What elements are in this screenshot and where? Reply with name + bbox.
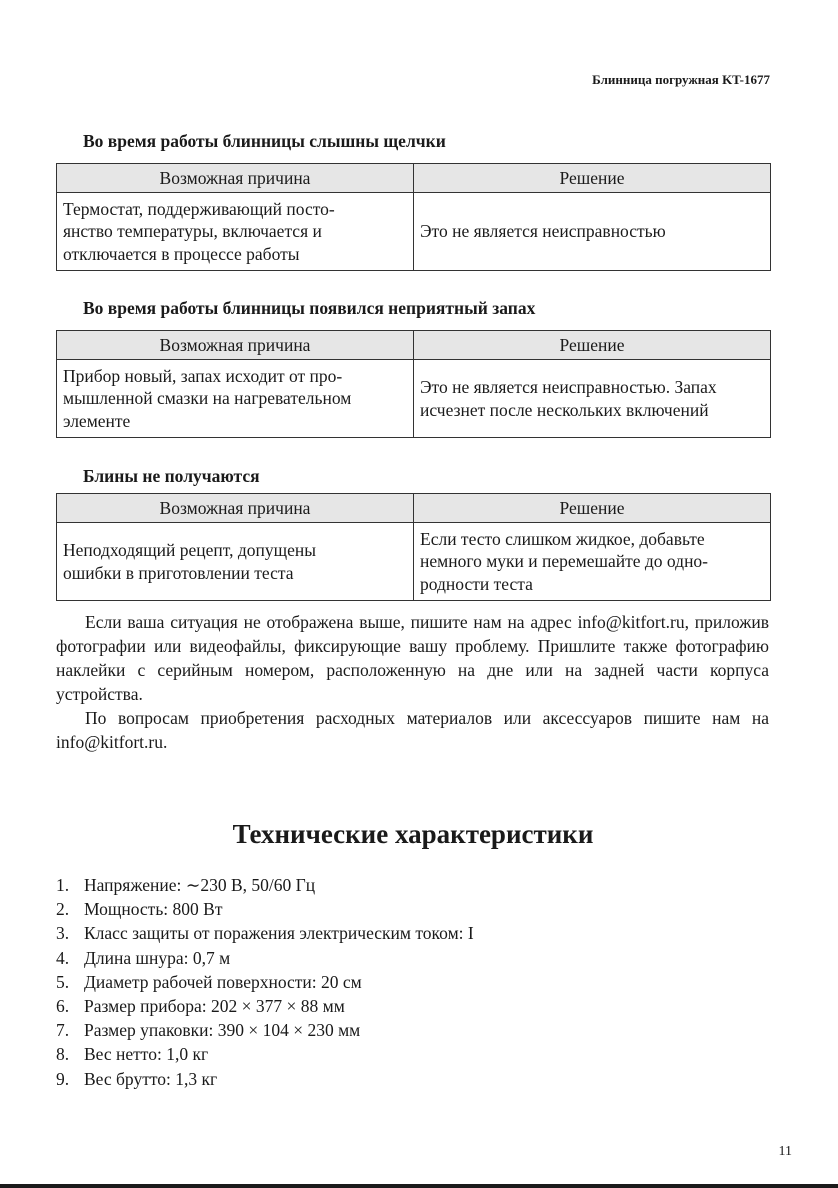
troubleshoot-table <box>56 163 771 271</box>
spec-number: 5. <box>56 971 70 992</box>
spec-text: Длина шнура: 0,7 м <box>84 947 231 968</box>
column-header-solution: Решение <box>414 331 771 360</box>
spec-number: 1. <box>56 875 70 895</box>
bottom-rule <box>0 1184 838 1188</box>
section-title: Во время работы блинницы появился неприятный запах <box>83 298 536 318</box>
spec-item <box>56 921 474 945</box>
cause-cell: Термостат, поддерживающий посто- янство температуры, включается и отключается в процессе работы <box>57 193 414 271</box>
spec-text: Размер упаковки: 390 × 104 × 230 мм <box>84 1020 361 1041</box>
spec-text: Размер прибора: 202 × 377 × 88 мм <box>84 996 345 1017</box>
page-number: 11 <box>778 1144 792 1159</box>
solution-cell: Если тесто слишком жидкое, добавьте немного муки и перемешайте до одно- родности теста <box>414 523 771 601</box>
column-header-solution: Решение <box>414 494 771 523</box>
spec-number: 4. <box>56 947 70 968</box>
contact-paragraph: Если ваша ситуация не отображена выше, пишите нам на адрес info@kitfort.ru, приложив фотографии или видеофайлы, фиксирующие вашу проблему. Пришлите также фотографию наклейки с серийным номером, расположенную на дне или на задней части корпуса устройства. <box>56 612 769 704</box>
section-title: Во время работы блинницы слышны щелчки <box>83 131 446 151</box>
spec-item <box>56 946 474 970</box>
cause-cell: Прибор новый, запах исходит от про- мышленной смазки на нагревательном элементе <box>57 360 414 438</box>
troubleshoot-table <box>56 493 771 601</box>
spec-text: Вес нетто: 1,0 кг <box>84 1044 209 1065</box>
spec-item <box>56 1018 474 1042</box>
spec-number: 8. <box>56 1044 70 1065</box>
solution-cell: Это не является неисправностью. Запах исчезнет после нескольких включений <box>414 360 771 438</box>
spec-number: 6. <box>56 996 70 1017</box>
spec-number: 7. <box>56 1020 70 1041</box>
spec-text: Мощность: 800 Вт <box>84 899 223 920</box>
spec-item <box>56 873 474 897</box>
spec-text: Напряжение: ∼230 В, 50/60 Гц <box>84 875 316 895</box>
spec-item <box>56 994 474 1018</box>
column-header-solution: Решение <box>414 164 771 193</box>
specs-list <box>56 873 474 1091</box>
spec-text: Диаметр рабочей поверхности: 20 см <box>84 971 362 992</box>
spec-text: Вес брутто: 1,3 кг <box>84 1068 218 1089</box>
column-header-cause: Возможная причина <box>57 164 414 193</box>
accessories-paragraph: По вопросам приобретения расходных материалов или аксессуаров пишите нам на info@kitfort.ru. <box>56 708 769 752</box>
spec-item <box>56 970 474 994</box>
running-header: Блинница погружная KT-1677 <box>592 72 770 87</box>
solution-cell: Это не является неисправностью <box>414 193 771 271</box>
spec-item <box>56 1042 474 1066</box>
spec-item <box>56 1067 474 1091</box>
troubleshoot-table <box>56 330 771 438</box>
column-header-cause: Возможная причина <box>57 331 414 360</box>
spec-text: Класс защиты от поражения электрическим током: I <box>84 923 474 944</box>
section-title: Блины не получаются <box>83 466 260 486</box>
spec-number: 2. <box>56 899 70 920</box>
cause-cell: Неподходящий рецепт, допущены ошибки в приготовлении теста <box>57 523 414 601</box>
column-header-cause: Возможная причина <box>57 494 414 523</box>
spec-number: 9. <box>56 1068 70 1089</box>
spec-item <box>56 897 474 921</box>
spec-number: 3. <box>56 923 70 944</box>
specs-title: Технические характеристики <box>232 819 594 849</box>
